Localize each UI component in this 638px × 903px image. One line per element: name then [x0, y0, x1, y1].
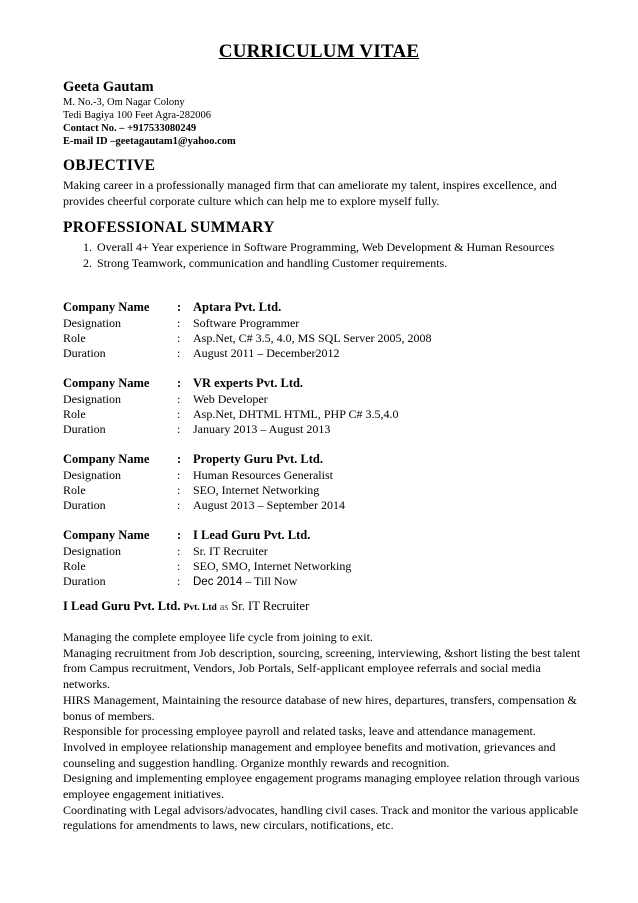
designation-row — [63, 315, 583, 331]
responsibility-item: Designing and implementing employee engagement programs managing employee relation through various employee engagement initiatives. — [63, 771, 580, 802]
designation-label: Designation — [63, 392, 121, 406]
duration-value: August 2013 – September 2014 — [193, 498, 345, 512]
company-name: I Lead Guru Pvt. Ltd. — [193, 528, 311, 542]
as-connector: as — [219, 602, 229, 613]
designation-value: Human Resources Generalist — [193, 468, 333, 482]
duration-row — [63, 421, 583, 437]
duration-label: Duration — [63, 422, 106, 436]
duration-label: Duration — [63, 574, 106, 588]
role-row — [63, 482, 583, 498]
duration-value: August 2011 – December2012 — [193, 346, 340, 360]
responsibility-item: Managing the complete employee life cycle from joining to exit. — [63, 630, 373, 644]
summary-item — [63, 256, 583, 272]
duration-value — [193, 573, 297, 590]
responsibility-item: Managing recruitment from Job description, sourcing, screening, interviewing, &short listing the best talent from Campus recruitment, Vendors, Job Portals, Self-applicant employee referrals and social media networks. — [63, 645, 581, 692]
current-company: I Lead Guru Pvt. Ltd. — [63, 599, 181, 613]
summary-item-number: 1. — [83, 240, 92, 254]
colon: : — [177, 468, 181, 482]
objective-text: Making career in a professionally managed firm that can ameliorate my talent, inspires excellence, and provides cheerful corporate culture which can help me to explore myself fully. — [63, 178, 557, 208]
contact-number: Contact No. – +917533080249 — [63, 123, 197, 134]
company-name: Aptara Pvt. Ltd. — [193, 300, 282, 314]
colon: : — [177, 331, 181, 345]
colon: : — [177, 392, 181, 406]
role-label: Role — [63, 559, 86, 573]
company-name-row — [63, 451, 583, 467]
duration-value: January 2013 – August 2013 — [193, 422, 331, 436]
colon: : — [177, 544, 181, 558]
role-label: Role — [63, 483, 86, 497]
current-position: Sr. IT Recruiter — [231, 599, 310, 613]
company-name: VR experts Pvt. Ltd. — [193, 376, 304, 390]
company-label: Company Name — [63, 452, 150, 466]
role-value: Asp.Net, C# 3.5, 4.0, MS SQL Server 2005, 2008 — [193, 331, 432, 345]
responsibility-item: HIRS Management, Maintaining the resource database of new hires, departures, transfers, compensation & bonus of members. — [63, 692, 577, 723]
current-position-heading — [63, 599, 309, 614]
role-row — [63, 558, 583, 574]
colon: : — [177, 498, 181, 512]
company-label: Company Name — [63, 528, 150, 542]
colon: : — [177, 346, 181, 360]
address-line-2: Tedi Bagiya 100 Feet Agra-282006 — [63, 110, 211, 121]
designation-label: Designation — [63, 468, 121, 482]
role-label: Role — [63, 331, 86, 345]
candidate-name: Geeta Gautam — [63, 79, 154, 95]
summary-list — [63, 240, 583, 271]
email-address: E-mail ID –geetagautam1@yahoo.com — [63, 136, 236, 147]
designation-label: Designation — [63, 316, 121, 330]
designation-label: Designation — [63, 544, 121, 558]
company-label: Company Name — [63, 300, 150, 314]
company-name-row — [63, 527, 583, 543]
colon: : — [177, 300, 182, 314]
current-company-suffix: Pvt. Ltd — [183, 603, 217, 613]
duration-start: Dec 2014 — [193, 576, 243, 588]
summary-heading: PROFESSIONAL SUMMARY — [63, 219, 275, 236]
summary-item — [63, 240, 583, 256]
responsibility-item: Involved in employee relationship management and employee benefits and motivation, grievances and counseling and suggestion handling. Organize monthly rewards and recognition. — [63, 739, 556, 770]
page-title: CURRICULUM VITAE — [218, 41, 420, 62]
summary-item-text: Overall 4+ Year experience in Software Programming, Web Development & Human Resources — [97, 240, 555, 254]
designation-row — [63, 467, 583, 483]
designation-row — [63, 391, 583, 407]
company-name-row — [63, 299, 583, 315]
duration-end: – Till Now — [242, 574, 298, 588]
duration-row — [63, 345, 583, 361]
colon: : — [177, 452, 182, 466]
company-name-row — [63, 375, 583, 391]
objective-heading: OBJECTIVE — [63, 157, 156, 174]
summary-item-number: 2. — [83, 255, 92, 270]
responsibilities — [63, 630, 585, 834]
colon: : — [177, 483, 181, 497]
duration-row — [63, 573, 583, 589]
duration-row — [63, 497, 583, 513]
responsibility-item: Coordinating with Legal advisors/advocates, handling civil cases. Track and monitor the various applicable regulations for amendments to laws, new circulars, notifications, etc. — [63, 802, 579, 833]
designation-value: Sr. IT Recruiter — [193, 544, 268, 558]
company-name: Property Guru Pvt. Ltd. — [193, 452, 323, 466]
role-row — [63, 330, 583, 346]
colon: : — [177, 422, 181, 436]
colon: : — [177, 316, 181, 330]
role-label: Role — [63, 407, 86, 421]
role-value: SEO, SMO, Internet Networking — [193, 559, 352, 573]
duration-label: Duration — [63, 498, 106, 512]
responsibility-item: Responsible for processing employee payroll and related tasks, leave and attendance management. — [63, 724, 536, 739]
company-label: Company Name — [63, 376, 150, 390]
colon: : — [177, 407, 181, 421]
colon: : — [177, 559, 181, 573]
role-value: SEO, Internet Networking — [193, 483, 320, 497]
role-value: Asp.Net, DHTML HTML, PHP C# 3.5,4.0 — [193, 407, 399, 421]
designation-value: Web Developer — [193, 392, 268, 406]
designation-value: Software Programmer — [193, 316, 300, 330]
role-row — [63, 406, 583, 422]
colon: : — [177, 528, 182, 542]
colon: : — [177, 574, 181, 588]
address-line-1: M. No.-3, Om Nagar Colony — [63, 97, 185, 108]
summary-item-text: Strong Teamwork, communication and handling Customer requirements. — [97, 255, 448, 270]
designation-row — [63, 543, 583, 559]
colon: : — [177, 376, 182, 390]
duration-label: Duration — [63, 346, 106, 360]
